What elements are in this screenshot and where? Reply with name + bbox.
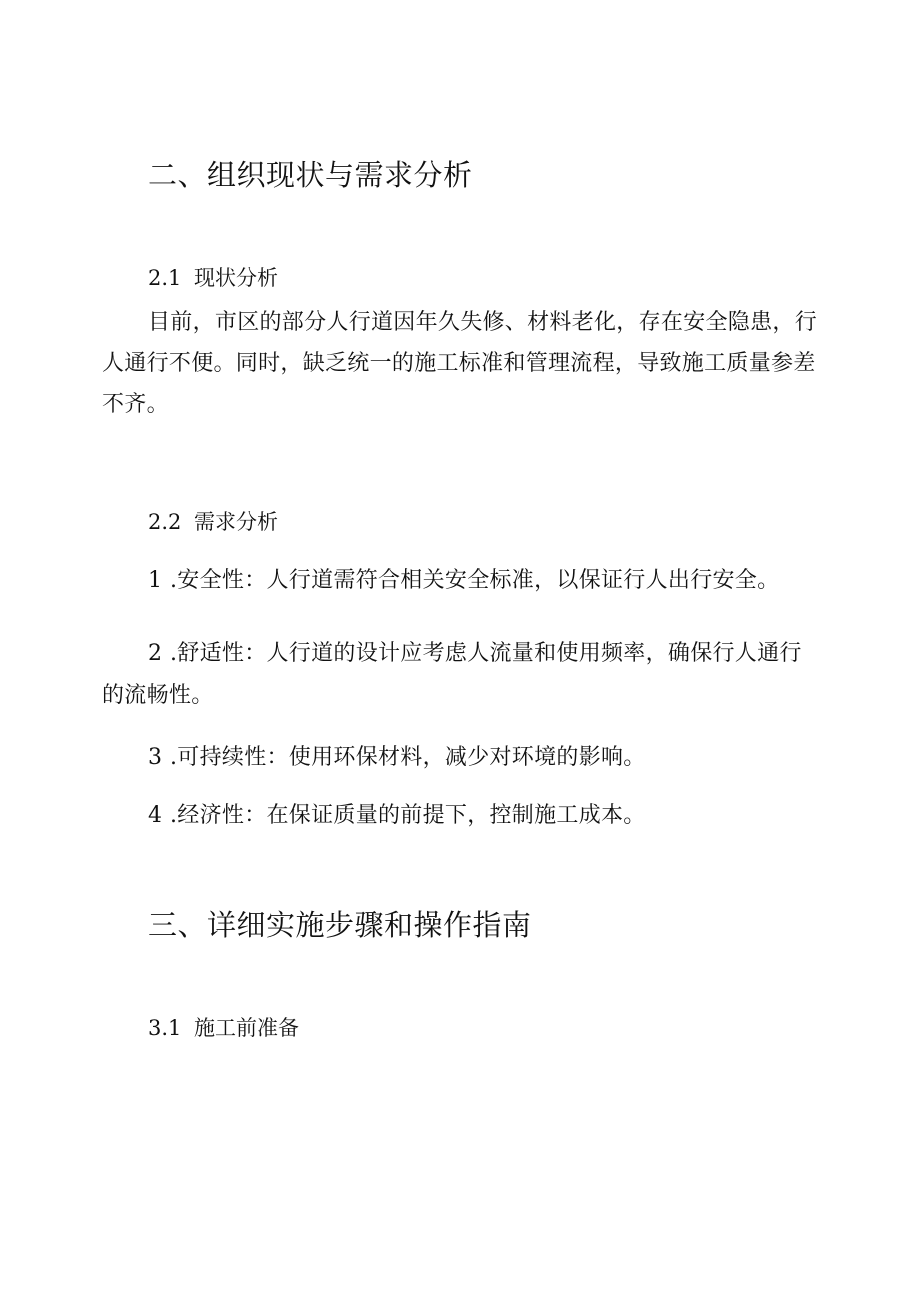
requirement-item-number: 1 xyxy=(148,568,163,593)
requirement-item-text: .舒适性：人行道的设计应考虑人流量和使用频率，确保行人通行的流畅性。 xyxy=(102,641,802,708)
section-2-heading: 二、组织现状与需求分析 xyxy=(148,158,473,192)
status-analysis-paragraph xyxy=(102,302,822,425)
requirement-item-number: 2 xyxy=(148,641,163,666)
subsection-2-1-heading xyxy=(148,264,278,292)
subsection-2-2-title: 需求分析 xyxy=(194,510,278,534)
subsection-2-2-heading xyxy=(148,508,278,536)
requirement-item-text: .经济性：在保证质量的前提下，控制施工成本。 xyxy=(170,803,646,828)
requirement-item xyxy=(102,795,822,837)
status-analysis-text: 目前，市区的部分人行道因年久失修、材料老化，存在安全隐患，行人通行不便。同时，缺乏统一的施工标准和管理流程，导致施工质量参差不齐。 xyxy=(102,310,818,417)
requirement-item xyxy=(102,737,822,779)
subsection-3-1-heading xyxy=(148,1014,299,1042)
subsection-3-1-number: 3.1 xyxy=(148,1016,182,1040)
requirement-item xyxy=(102,633,822,717)
requirement-item-number: 4 xyxy=(148,803,163,828)
subsection-2-1-number: 2.1 xyxy=(148,266,182,290)
section-3-heading: 三、详细实施步骤和操作指南 xyxy=(148,908,532,942)
subsection-3-1-title: 施工前准备 xyxy=(194,1016,299,1040)
subsection-2-2-number: 2.2 xyxy=(148,510,182,534)
requirement-item-number: 3 xyxy=(148,745,163,770)
requirement-item xyxy=(102,560,822,602)
requirement-item-text: .安全性：人行道需符合相关安全标准，以保证行人出行安全。 xyxy=(170,568,780,593)
subsection-2-1-title: 现状分析 xyxy=(194,266,278,290)
requirement-item-text: .可持续性：使用环保材料，减少对环境的影响。 xyxy=(170,745,646,770)
